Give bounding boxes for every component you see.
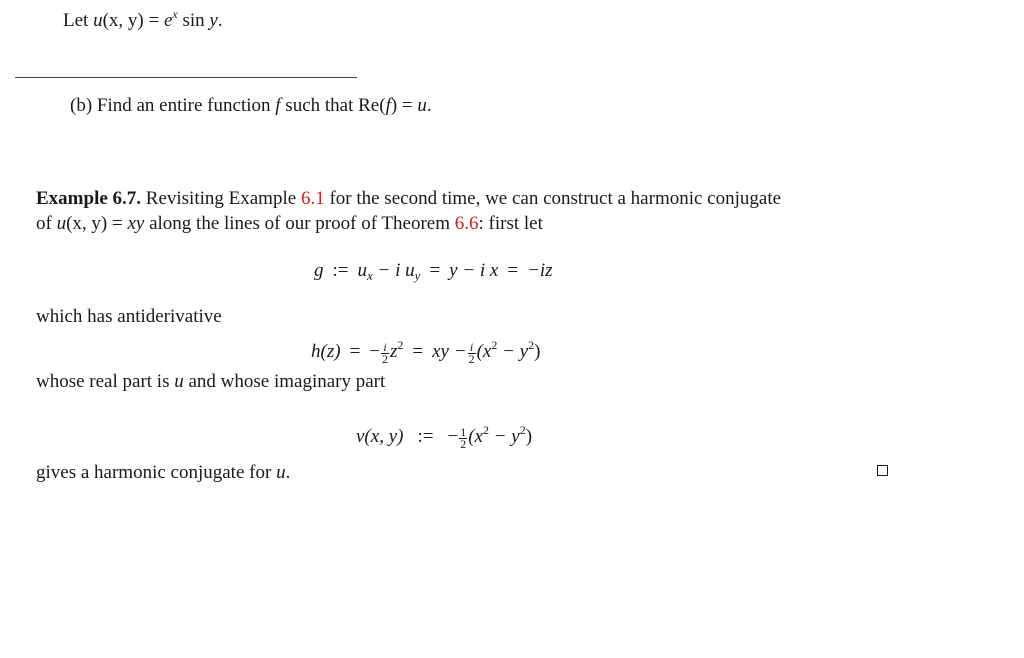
- example-text: which has antiderivative: [36, 306, 222, 327]
- theorem-ref-link[interactable]: 6.6: [454, 213, 479, 234]
- example-text: : first let: [478, 213, 543, 234]
- qed-square-icon: [877, 465, 888, 476]
- antiderivative-text: [36, 305, 222, 329]
- real-part-text: [36, 370, 385, 394]
- period: .: [217, 10, 223, 31]
- math-minus: −: [447, 426, 459, 447]
- math-exp: 2: [528, 338, 535, 352]
- math-exp: x: [172, 7, 178, 21]
- math-rhs: y − i x: [449, 260, 499, 281]
- math-u: u: [357, 260, 367, 281]
- math-sub-y: y: [414, 268, 421, 283]
- math-xy: xy −: [432, 341, 467, 362]
- part-b-mid: such that Re(: [280, 95, 386, 116]
- math-e: e: [163, 10, 173, 31]
- math-v: v(x, y): [356, 426, 404, 447]
- math-exp: 2: [491, 338, 498, 352]
- let-word: Let: [63, 10, 89, 31]
- example-label: Example 6.7.: [36, 188, 142, 209]
- math-paren: ): [525, 426, 533, 447]
- math-xy: xy: [127, 213, 145, 234]
- example-ref-link[interactable]: 6.1: [300, 188, 325, 209]
- example-text: for the second time, we can construct a harmonic conjugate: [324, 188, 782, 209]
- math-u: u: [56, 213, 67, 234]
- frac-den: 2: [382, 352, 388, 366]
- math-eq: =: [429, 260, 441, 281]
- math-minus-iu: − i u: [372, 260, 415, 281]
- math-sin: sin: [177, 10, 210, 31]
- math-exp: 2: [482, 423, 489, 437]
- math-assign: :=: [332, 260, 349, 281]
- math-exp: 2: [519, 423, 526, 437]
- frac-num: 1: [460, 425, 467, 439]
- example-text: and whose imaginary part: [183, 371, 386, 392]
- math-u: u: [93, 10, 103, 31]
- math-paren: (x: [468, 426, 483, 447]
- part-b-end: ) =: [390, 95, 418, 116]
- example-text: along the lines of our proof of Theorem: [144, 213, 455, 234]
- math-u: u: [174, 371, 184, 392]
- math-sub-x: x: [367, 268, 373, 283]
- example-text: whose real part is: [36, 371, 175, 392]
- math-args: (x, y) =: [102, 10, 164, 31]
- math-u2: u: [417, 95, 427, 116]
- math-exp: 2: [397, 338, 404, 352]
- math-eq: =: [412, 341, 424, 362]
- math-args: (x, y) =: [66, 213, 128, 234]
- let-line: [63, 2, 223, 33]
- math-assign: :=: [417, 426, 434, 447]
- math-fraction: [459, 427, 467, 450]
- math-z: z: [390, 341, 398, 362]
- part-b-text: (b) Find an entire function: [70, 95, 276, 116]
- example-line-2: [36, 212, 543, 236]
- math-minus-y: − y: [488, 426, 520, 447]
- example-text: gives a harmonic conjugate for: [36, 462, 277, 483]
- math-minus-y: − y: [497, 341, 529, 362]
- equation-g: [314, 259, 553, 288]
- frac-num: i: [381, 342, 389, 354]
- example-text: of: [36, 213, 57, 234]
- math-fraction: [381, 342, 389, 365]
- math-f2: f: [385, 95, 391, 116]
- section-divider: [15, 77, 357, 78]
- equation-v: [356, 418, 532, 450]
- period: .: [285, 462, 291, 483]
- math-y: y: [209, 10, 218, 31]
- math-f: f: [275, 95, 281, 116]
- math-u: u: [276, 462, 286, 483]
- math-minus: −: [369, 341, 380, 362]
- frac-den: 2: [460, 437, 467, 451]
- math-eq: =: [349, 341, 361, 362]
- math-fraction: [468, 342, 476, 365]
- math-paren: ): [534, 341, 541, 362]
- part-b-line: [70, 94, 432, 118]
- math-rhs: −iz: [527, 260, 553, 281]
- math-paren: (x: [476, 341, 492, 362]
- math-eq: =: [507, 260, 519, 281]
- frac-den: 2: [468, 352, 475, 366]
- conclusion-text: [36, 461, 290, 485]
- math-g: g: [314, 260, 324, 281]
- math-h: h(z): [311, 341, 341, 362]
- example-line-1: [36, 187, 781, 211]
- period: .: [426, 95, 432, 116]
- example-text: Revisiting Example: [141, 188, 301, 209]
- frac-num: i: [468, 342, 476, 354]
- equation-h: [311, 333, 540, 365]
